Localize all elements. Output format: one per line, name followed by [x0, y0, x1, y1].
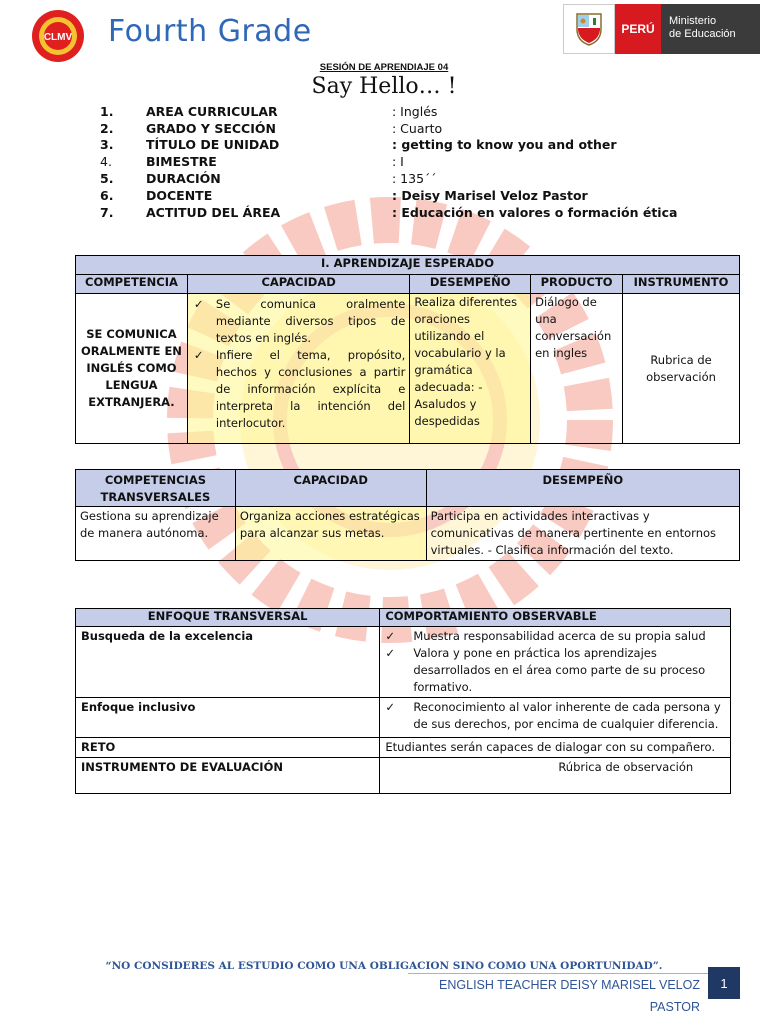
instrumento-label: INSTRUMENTO DE EVALUACIÓN [76, 758, 380, 794]
comportamiento-cell [380, 627, 731, 698]
header-comportamiento: COMPORTAMIENTO OBSERVABLE [380, 609, 731, 627]
info-row [100, 103, 720, 120]
checkmark-icon: ✓ [385, 629, 395, 643]
instrumento-value: Rúbrica de observación [380, 758, 731, 794]
info-value: : Educación en valores o formación ética [392, 204, 678, 220]
general-info-list [100, 103, 720, 221]
desempeno-cell: Participa en actividades interactivas y comunicativas de manera pertinente en entornos virtuales. - Clasifica información del texto. [426, 507, 739, 561]
info-value: : Deisy Marisel Veloz Pastor [392, 187, 588, 203]
producto-cell: Diálogo de una conversación en ingles [531, 294, 623, 444]
footer-quote: “NO CONSIDERES AL ESTUDIO COMO UNA OBLIGACION SINO COMO UNA OPORTUNIDAD”. [105, 960, 663, 972]
session-title: Say Hello… ! [311, 74, 457, 99]
reto-value: Etudiantes serán capaces de dialogar con su compañero. [380, 738, 731, 758]
header-desempeno: DESEMPEÑO [426, 470, 739, 507]
info-num: 3. [100, 137, 114, 153]
info-row [100, 204, 720, 221]
school-logo [30, 8, 86, 64]
capacidad-text: Infiere el tema, propósito, hechos y conclusiones a partir de información explícita e interpreta la intención del interlocutor. [215, 348, 406, 430]
session-label: SESIÓN DE APRENDIAJE 04 [319, 62, 449, 73]
info-row [100, 153, 720, 170]
header-producto: PRODUCTO [531, 275, 623, 294]
capacidad-cell: Organiza acciones estratégicas para alcanzar sus metas. [235, 507, 426, 561]
list-item [385, 645, 725, 696]
enfoque-transversal-table [75, 608, 731, 794]
info-value: : getting to know you and other [392, 137, 617, 153]
info-row [100, 187, 720, 204]
list-item [385, 699, 725, 733]
school-logo-text: CLMV [43, 32, 73, 43]
header-desempeno: DESEMPEÑO [410, 275, 531, 294]
peru-shield-icon [563, 4, 615, 54]
info-label: AREA CURRICULAR [146, 103, 278, 119]
capacidad-cell [187, 294, 409, 444]
info-num: 1. [100, 103, 114, 119]
desempeno-cell: Realiza diferentes oraciones utilizando el vocabulario y la gramática adecuada: - Asaludos y despedidas [410, 294, 531, 444]
info-label: DOCENTE [146, 187, 213, 203]
info-value: : Cuarto [392, 120, 443, 136]
ministry-logo [563, 4, 760, 54]
info-num: 2. [100, 120, 114, 136]
ministry-name [661, 4, 760, 54]
header-enfoque: ENFOQUE TRANSVERSAL [76, 609, 380, 627]
capacidad-text: Se comunica oralmente mediante diversos tipos de textos en inglés. [215, 297, 406, 345]
list-item [194, 347, 405, 432]
enfoque-cell: Enfoque inclusivo [76, 698, 380, 738]
comportamiento-cell [380, 698, 731, 738]
footer-teacher: ENGLISH TEACHER DEISY MARISEL VELOZ PASTOR [408, 973, 708, 995]
info-label: ACTITUD DEL ÁREA [146, 204, 281, 220]
info-num: 7. [100, 204, 114, 220]
comportamiento-text: Reconocimiento al valor inherente de cada persona y de sus derechos, por encima de cualquier diferencia. [413, 700, 721, 731]
header-competencia: COMPETENCIA [76, 275, 188, 294]
competencias-transversales-table [75, 469, 740, 561]
info-num: 4. [100, 154, 112, 170]
grade-title: Fourth Grade [108, 14, 312, 49]
page-number-badge: 1 [708, 967, 740, 999]
table-title: I. APRENDIZAJE ESPERADO [76, 256, 740, 275]
comportamiento-text: Valora y pone en práctica los aprendizajes desarrollados en el área como parte de su proceso formativo. [413, 646, 706, 694]
ministry-line1: Ministerio [669, 15, 717, 27]
ministry-line2: de Educación [669, 28, 736, 40]
info-label: GRADO Y SECCIÓN [146, 120, 276, 136]
info-value: : I [392, 154, 404, 170]
checkmark-icon: ✓ [193, 348, 204, 362]
info-num: 6. [100, 187, 114, 203]
header-competencias-transversales: COMPETENCIAS TRANSVERSALES [76, 470, 236, 507]
enfoque-cell: Busqueda de la excelencia [76, 627, 380, 698]
list-item [194, 296, 405, 347]
header-capacidad: CAPACIDAD [235, 470, 426, 507]
aprendizaje-esperado-table [75, 255, 740, 444]
peru-flag-label: PERÚ [615, 4, 661, 54]
comportamiento-text: Muestra responsabilidad acerca de su propia salud [413, 629, 706, 643]
reto-label: RETO [76, 738, 380, 758]
checkmark-icon: ✓ [385, 646, 395, 660]
list-item [385, 628, 725, 645]
header-capacidad: CAPACIDAD [187, 275, 409, 294]
checkmark-icon: ✓ [385, 700, 395, 714]
info-row [100, 120, 720, 137]
info-value: : Inglés [392, 103, 438, 119]
info-label: BIMESTRE [146, 154, 217, 170]
competencia-cell: Gestiona su aprendizaje de manera autónoma. [76, 507, 236, 561]
header-instrumento: INSTRUMENTO [623, 275, 740, 294]
instrumento-cell: Rubrica de observación [623, 294, 740, 444]
info-row [100, 170, 720, 187]
info-row [100, 137, 720, 154]
info-value: : 135´´ [392, 171, 437, 187]
info-label: TÍTULO DE UNIDAD [146, 137, 280, 153]
info-label: DURACIÓN [146, 171, 221, 187]
info-num: 5. [100, 171, 114, 187]
competencia-cell: SE COMUNICA ORALMENTE EN INGLÉS COMO LENGUA EXTRANJERA. [76, 294, 188, 444]
checkmark-icon: ✓ [193, 297, 204, 311]
